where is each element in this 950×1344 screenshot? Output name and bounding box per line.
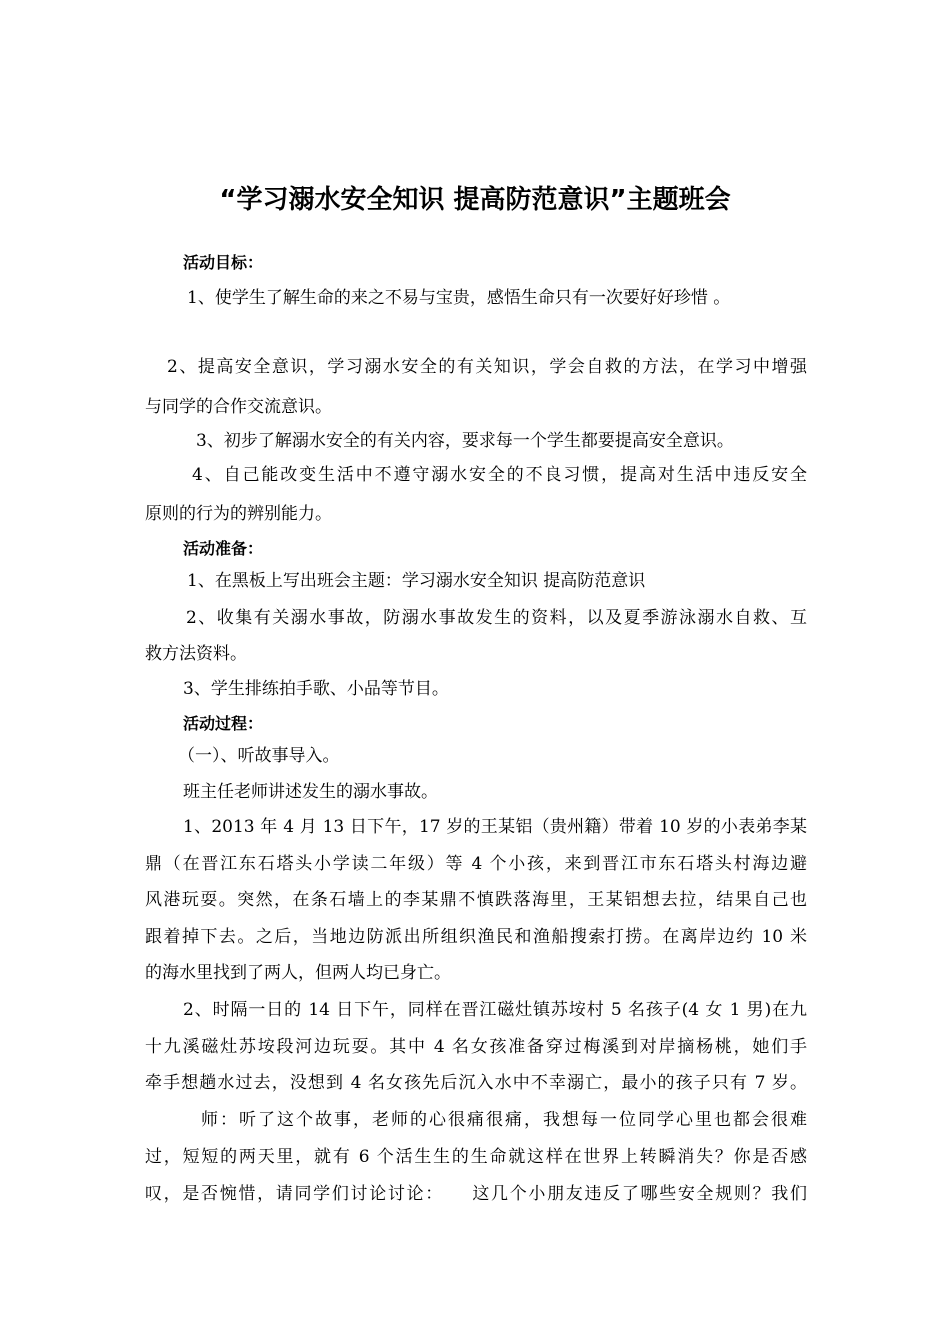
prep-3: 3、学生排练拍手歌、小品等节目。 (183, 679, 449, 699)
goal-4-line-2: 原则的行为的辨别能力。 (145, 504, 332, 524)
goal-4-line-1: 4、自己能改变生活中不遵守溺水安全的不良习惯，提高对生活中违反安全 (192, 465, 807, 485)
prep-1: 1、在黑板上写出班会主题：学习溺水安全知识 提高防范意识 (187, 571, 646, 591)
story-2-line-1: 2、时隔一日的 14 日下午，同样在晋江磁灶镇苏垵村 5 名孩子(4 女 1 男)在九 (183, 1000, 807, 1020)
page-title: “学习溺水安全知识 提高防范意识”主题班会 (219, 185, 731, 215)
story-2-line-2: 十九溪磁灶苏垵段河边玩耍。其中 4 名女孩准备穿过梅溪到对岸摘杨桃，她们手 (145, 1037, 807, 1057)
goals-heading: 活动目标： (183, 253, 264, 272)
teacher-line-2: 过，短短的两天里，就有 6 个活生生的生命就这样在世界上转瞬消失？你是否感 (145, 1147, 807, 1167)
goal-2-line-1: 2、提高安全意识，学习溺水安全的有关知识，学会自救的方法，在学习中增强 (167, 357, 807, 377)
process-heading: 活动过程： (183, 714, 264, 733)
story-1-line-1: 1、2013 年 4 月 13 日下午，17 岁的王某铝（贵州籍）带着 10 岁的小表弟李某 (183, 817, 807, 837)
teacher-intro: 班主任老师讲述发生的溺水事故。 (183, 782, 438, 802)
goal-1: 1、使学生了解生命的来之不易与宝贵，感悟生命只有一次要好好珍惜 。 (187, 288, 731, 308)
goal-3: 3、初步了解溺水安全的有关内容，要求每一个学生都要提高安全意识。 (196, 431, 734, 451)
prep-heading: 活动准备： (183, 539, 264, 558)
story-1-line-3: 风港玩耍。突然，在条石墙上的李某鼎不慎跌落海里，王某铝想去拉，结果自己也 (145, 890, 807, 910)
story-1-line-4: 跟着掉下去。之后，当地边防派出所组织渔民和渔船搜索打捞。在离岸边约 10 米 (145, 927, 807, 947)
story-1-line-5: 的海水里找到了两人，但两人均已身亡。 (145, 963, 451, 983)
story-1-line-2: 鼎（在晋江东石塔头小学读二年级）等 4 个小孩，来到晋江市东石塔头村海边避 (145, 854, 807, 874)
step-1: （一）、听故事导入。 (178, 746, 340, 766)
prep-2-line-2: 救方法资料。 (145, 644, 247, 664)
teacher-line-3: 叹，是否惋惜，请同学们讨论讨论： 这几个小朋友违反了哪些安全规则？我们 (145, 1184, 807, 1204)
story-2-line-3: 牵手想趟水过去，没想到 4 名女孩先后沉入水中不幸溺亡，最小的孩子只有 7 岁。 (145, 1073, 807, 1093)
teacher-line-1: 师：听了这个故事，老师的心很痛很痛，我想每一位同学心里也都会很难 (201, 1110, 807, 1130)
goal-2-line-2: 与同学的合作交流意识。 (145, 397, 332, 417)
prep-2-line-1: 2、收集有关溺水事故，防溺水事故发生的资料，以及夏季游泳溺水自救、互 (186, 608, 807, 628)
